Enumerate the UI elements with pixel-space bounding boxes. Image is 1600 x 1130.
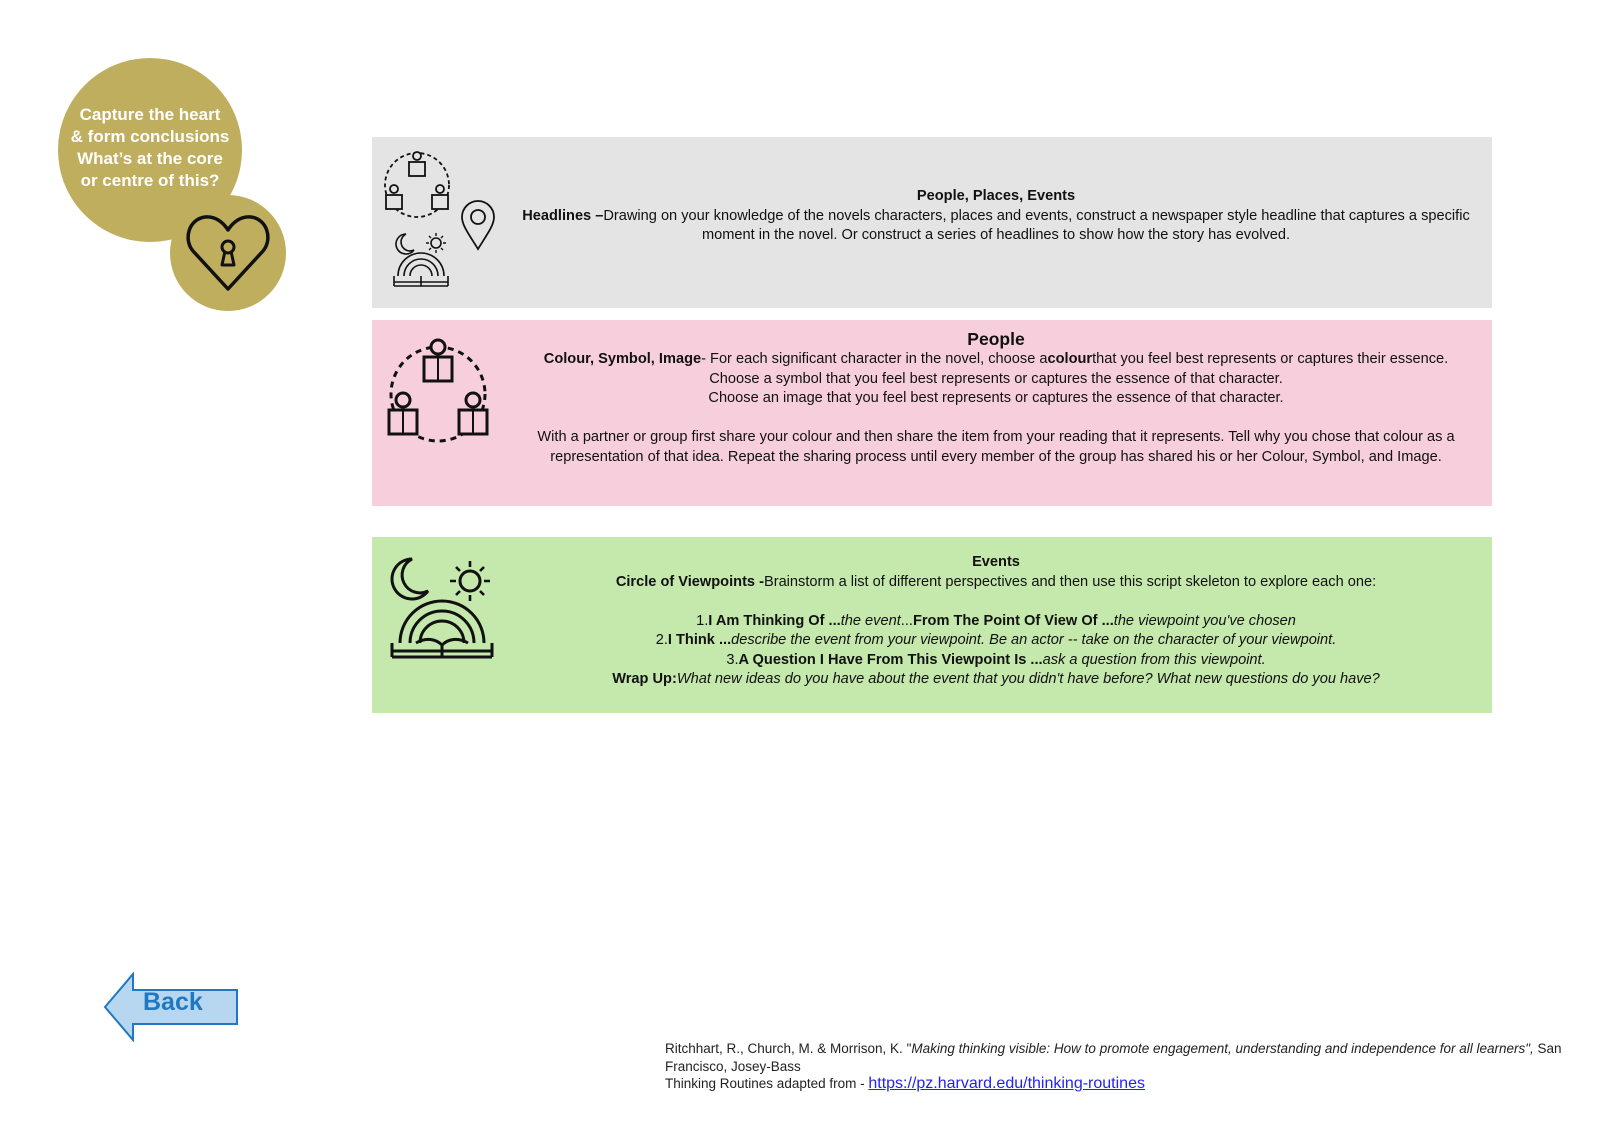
card-events-text [504,553,1488,690]
back-button[interactable] [103,972,239,1042]
moon-sun-book-icon [390,230,452,290]
wrap-up: Wrap Up:What new ideas do you have about the event that you didn't have before? What new questions do you have? [612,671,1380,687]
people-circle-icon [386,336,490,446]
heart-bubble [170,195,286,311]
card-title: People, Places, Events [916,188,1076,204]
back-label: Back [143,988,203,1016]
card-body: Colour, Symbol, Image- For each significant character in the novel, choose acolourthat you feel best represents or captures their essence. [543,351,1449,367]
step-3: 3.A Question I Have From This Viewpoint Is ...ask a question from this viewpoint. [726,651,1266,668]
card-intro: Circle of Viewpoints -Brainstorm a list of different perspectives and then use this script skeleton to explore each one: [615,573,1377,590]
step-2: 2.I Think ...describe the event from your viewpoint. Be an actor -- take on the character of your viewpoint. [655,632,1337,648]
card-people-places-events [372,137,1492,308]
people-circle-icon [382,147,452,223]
references [665,1040,1565,1093]
card-people [372,320,1492,506]
location-pin-icon [460,199,496,251]
step-1: 1.I Am Thinking Of ...the event...From The Point Of View Of ...the viewpoint you've chosen [696,612,1296,629]
card-people-places-events-text [504,187,1488,246]
heart-keyhole-icon [185,213,271,293]
card-title: Events [972,554,1020,570]
reference-source: Thinking Routines adapted from - https://pz.harvard.edu/thinking-routines [665,1075,1145,1092]
card-people-text: People Colour, Symbol, Image- For each significant character in the novel, choose acolourthat you feel best represents or captures their essence. Choose a symbol that you feel best represents or captures the essence of that character. Choose an image that you feel best represents or captures the essence of that character. With a partner or group first share your colour and then share the item from your reading that it represents. Tell why you chose that colour as a representation of that idea. Repeat the sharing process until every member of the group has shared his or her Colour, Symbol, and Image. [504,328,1488,467]
moon-sun-book-icon [386,553,498,663]
reference-citation: Ritchhart, R., Church, M. & Morrison, K. "Making thinking visible: How to promote engagement, understanding and independence for all learners", San Francisco, Josey-Bass [665,1041,1562,1074]
topic-bubble-text: Capture the heart & form conclusions What’s at the core or centre of this? [70,105,230,190]
reference-link[interactable]: https://pz.harvard.edu/thinking-routines [868,1075,1145,1092]
card-body: Headlines –Drawing on your knowledge of the novels characters, places and events, construct a newspaper style headline that captures a specific moment in the novel. Or construct a series of headlines to show how the story has evolved. [522,207,1470,243]
card-title: People [967,329,1025,349]
card-events [372,537,1492,713]
